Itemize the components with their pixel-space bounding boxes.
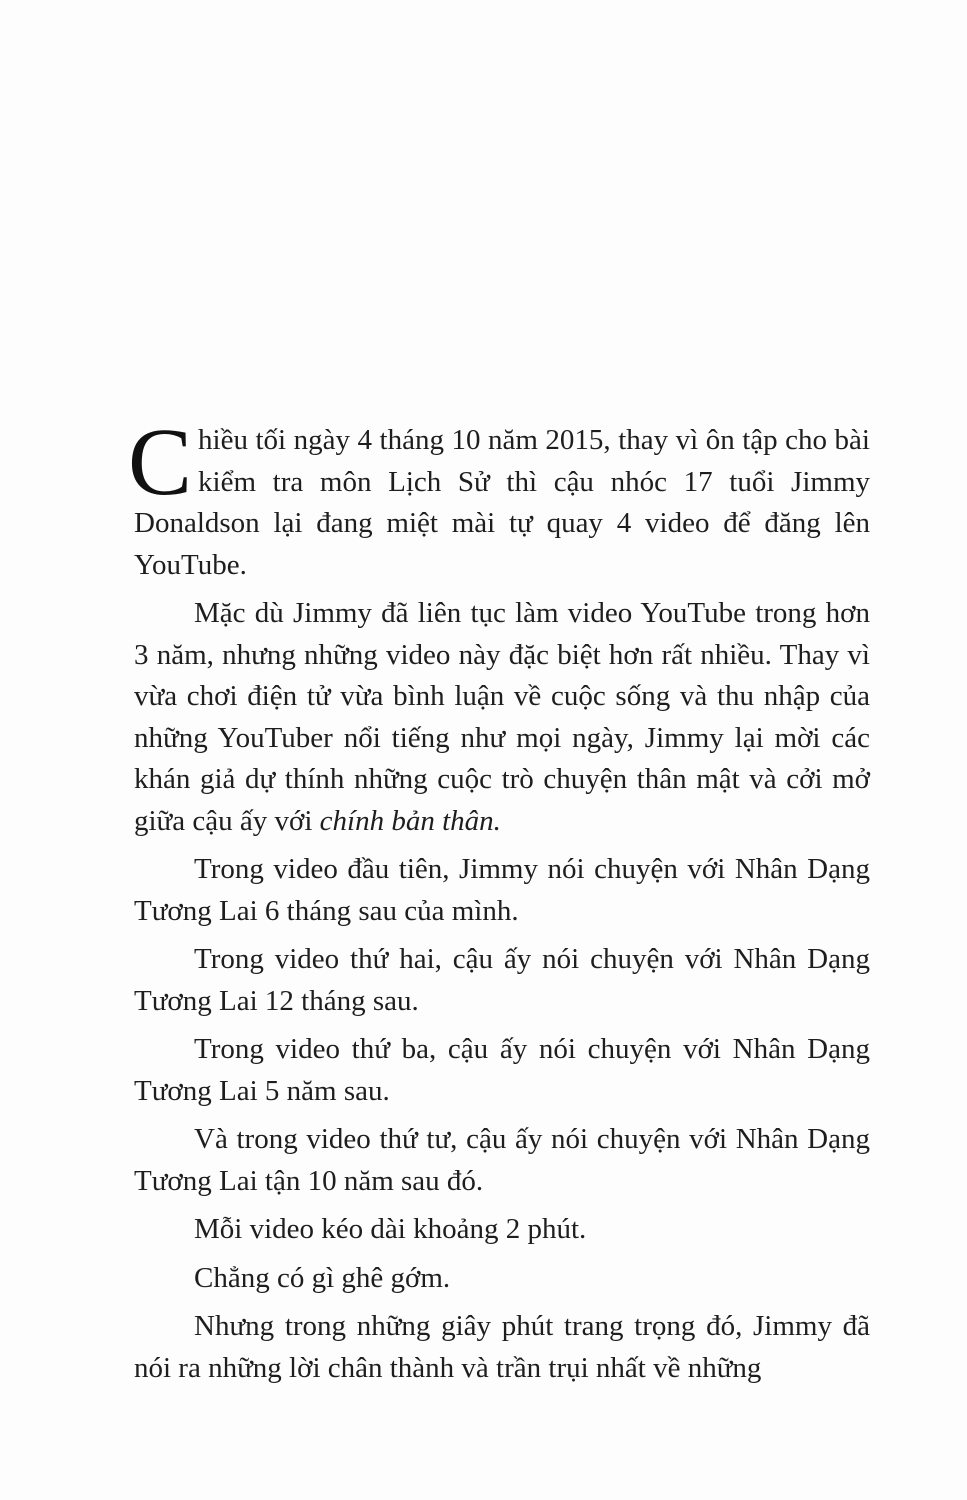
- paragraph-9: Nhưng trong những giây phút trang trọng đó, Jimmy đã nói ra những lời chân thành và trần trụi nhất về những: [134, 1310, 870, 1384]
- paragraph-4: Trong video thứ hai, cậu ấy nói chuyện với Nhân Dạng Tương Lai 12 tháng sau.: [134, 943, 870, 1017]
- paragraph-5: Trong video thứ ba, cậu ấy nói chuyện với Nhân Dạng Tương Lai 5 năm sau.: [134, 1033, 870, 1107]
- paragraph-text: hiều tối ngày 4 tháng 10 năm 2015, thay vì ôn tập cho bài kiểm tra môn Lịch Sử thì cậu nhóc 17 tuổi Jimmy Donaldson lại đang miệt mài tự quay 4 video để đăng lên YouTube.: [134, 424, 870, 581]
- paragraph-opening: [128, 408, 870, 586]
- italic-emphasis: chính bản thân.: [319, 804, 501, 837]
- drop-cap-letter: C: [128, 408, 193, 515]
- paragraph-7: Mỗi video kéo dài khoảng 2 phút.: [194, 1213, 587, 1245]
- paragraph-3: Trong video đầu tiên, Jimmy nói chuyện với Nhân Dạng Tương Lai 6 tháng sau của mình.: [134, 853, 870, 927]
- body-text: [128, 408, 870, 1389]
- paragraph-2: [134, 593, 870, 842]
- paragraph-8: Chẳng có gì ghê gớm.: [194, 1261, 451, 1294]
- paragraph-6: Và trong video thứ tư, cậu ấy nói chuyện với Nhân Dạng Tương Lai tận 10 năm sau đó.: [134, 1123, 870, 1197]
- paragraph-text: Mặc dù Jimmy đã liên tục làm video YouTube trong hơn 3 năm, nhưng những video này đặc biệt hơn rất nhiều. Thay vì vừa chơi điện tử vừa bình luận về cuộc sống và thu nhập của những YouTuber nổi tiếng như mọi ngày, Jimmy lại mời các khán giả dự thính những cuộc trò chuyện thân mật và cởi mở giữa cậu ấy với: [134, 597, 870, 837]
